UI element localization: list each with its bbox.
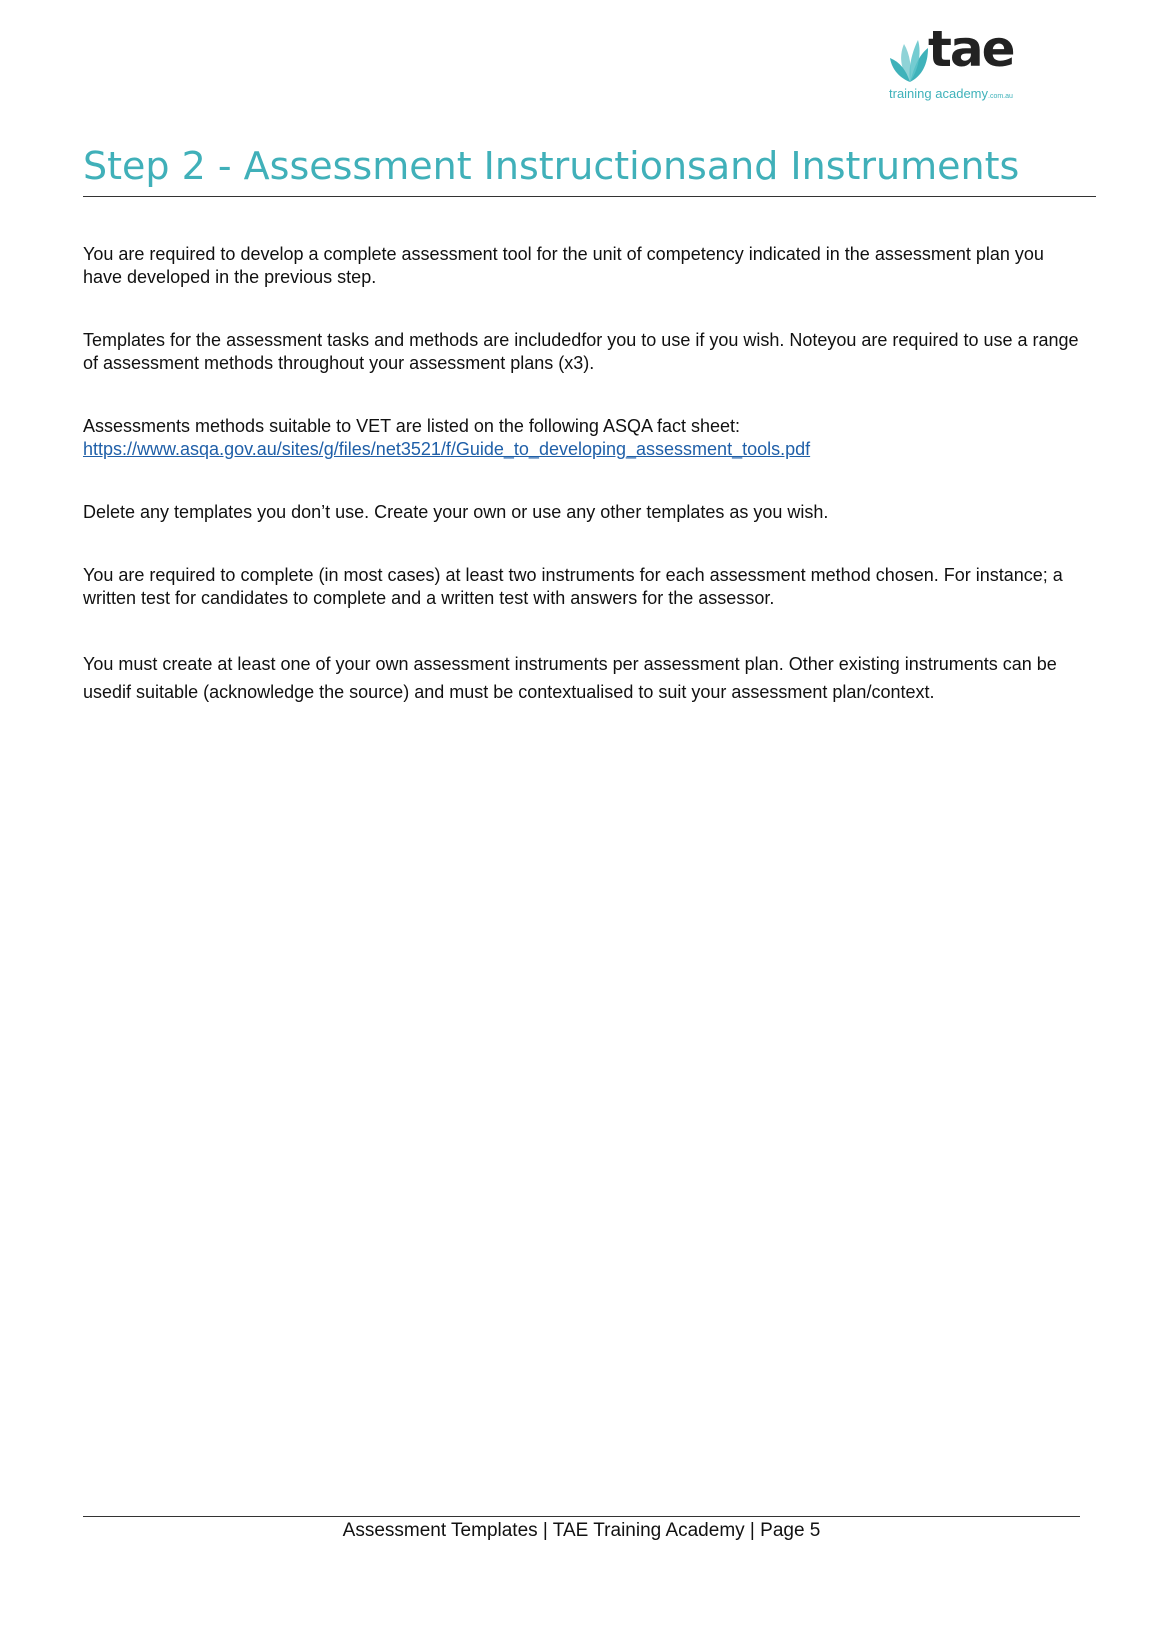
logo-tagline-text: training academy <box>889 86 988 101</box>
asqa-intro-text: Assessments methods suitable to VET are listed on the following ASQA fact sheet: <box>83 416 741 436</box>
logo-domain-suffix: .com.au <box>988 93 1013 100</box>
paragraph-delete-templates: Delete any templates you don’t use. Create your own or use any other templates as you wish. <box>83 502 829 522</box>
paragraph-asqa <box>83 415 1083 461</box>
tae-logo <box>888 20 1028 104</box>
page-footer: Assessment Templates | TAE Training Academy | Page 5 <box>342 1520 821 1541</box>
asqa-fact-sheet-link[interactable]: https://www.asqa.gov.au/sites/g/files/net3521/f/Guide_to_developing_assessment_tools.pdf <box>83 439 811 459</box>
logo-tagline <box>889 86 1013 101</box>
paragraph-two-instruments: You are required to complete (in most cases) at least two instruments for each assessment method chosen. For instance; a written test for candidates to complete and a written test with answers for the assessor. <box>83 565 1063 608</box>
footer-divider <box>83 1516 1080 1517</box>
lotus-leaf-icon <box>888 38 932 84</box>
title-underline <box>83 196 1096 197</box>
logo-wordmark: tae <box>928 20 1014 78</box>
paragraph-own-instruments: You must create at least one of your own assessment instruments per assessment plan. Other existing instruments can be usedif suitable (acknowledge the source) and must be contextualised to suit your assessment plan/context. <box>83 654 1057 702</box>
paragraph-templates: Templates for the assessment tasks and methods are includedfor you to use if you wish. Noteyou are required to use a range of assessment methods throughout your assessment plans (x3). <box>83 330 1079 373</box>
page-title: Step 2 - Assessment Instructionsand Instruments <box>83 144 1020 188</box>
paragraph-develop-tool: You are required to develop a complete assessment tool for the unit of competency indicated in the assessment plan you have developed in the previous step. <box>83 244 1044 287</box>
body-content <box>83 243 1083 746</box>
